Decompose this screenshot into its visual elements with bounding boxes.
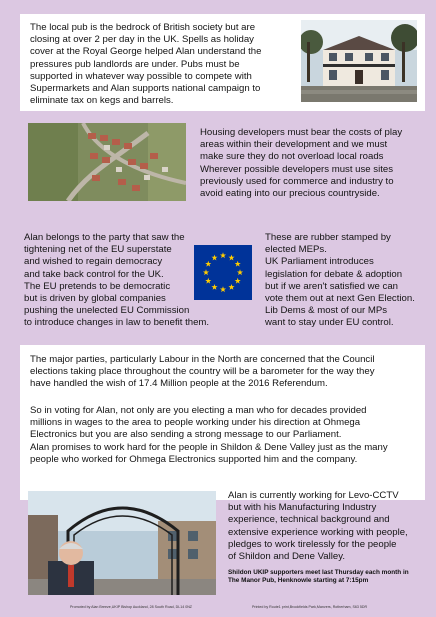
meeting-note: Shildon UKIP supporters meet last Thursday each month in The Manor Pub, Henknowle starting at 7:15pm (228, 569, 409, 585)
pub-section (20, 14, 425, 111)
eu-section (20, 226, 425, 336)
eu-flag-icon (194, 245, 252, 300)
housing-text: Housing developers must bear the costs of play areas within their development and we must make sure they do not overload local roads Wherever possible developers must use sites previously used for commerce and industry to avoid eating into our precious countryside. (200, 127, 403, 200)
candidate-text: Alan is currently working for Levo-CCTV but with his Manufacturing Industry experience, technical background and extensive experience working with people, pledges to work tirelessly for the people of Shildon and Dene Valley. (228, 490, 408, 563)
elections-section (20, 345, 425, 500)
eu-left-text: Alan belongs to the party that saw the tightening net of the EU superstate and wished to regain democracy and take back control for the UK. The EU pretends to be democratic but is driven by global companies pushing the unelected EU Commission to introduce changes in law to benefit them. (24, 232, 210, 329)
elections-paragraph-2: So in voting for Alan, not only are you electing a man who for decades provided millions in wages to the area to people working under his direction at Ohmega Electronics but you are also sending a strong message to our Parliament. Alan promises to work hard for the people in Shildon & Dene Valley just as the many people who worked for Ohmega Electronics supported him and the company. (30, 405, 388, 465)
elections-paragraph-1: The major parties, particularly Labour in the North are concerned that the Council elections taking place throughout the country will be a barometer for the way they have handled the wish of 17.4 Million people at the 2016 Referendum. (30, 354, 375, 390)
aerial-housing-photo (28, 123, 186, 201)
footer-printed-by: Printed by Route1 print,Brookfields Park,Manvers, Rotherham, S63 5DR (252, 605, 368, 609)
pub-text: The local pub is the bedrock of British society but are closing at over 2 per day in the UK. Spells as holiday cover at the Royal George helped Alan understand the pressures pub landlords are under. Pubs must be supported in whatever way possible to compete with Supermarkets and Alan supports national campaign to eliminate tax on kegs and barrels. (30, 22, 262, 107)
footer-promoted-by: Promoted by Alan Breeze,UKIP Bishop Auckland, 28 South Road, DL14 0NZ (70, 605, 192, 609)
pub-photo (301, 20, 417, 102)
eu-right-text: These are rubber stamped by elected MEPs. UK Parliament introduces legislation for debate & adoption but if we aren't satisfied we can vote them out at next Gen Election. Lib Dems & most of our MPs want to stay under EU control. (265, 232, 415, 329)
candidate-photo (28, 491, 216, 595)
